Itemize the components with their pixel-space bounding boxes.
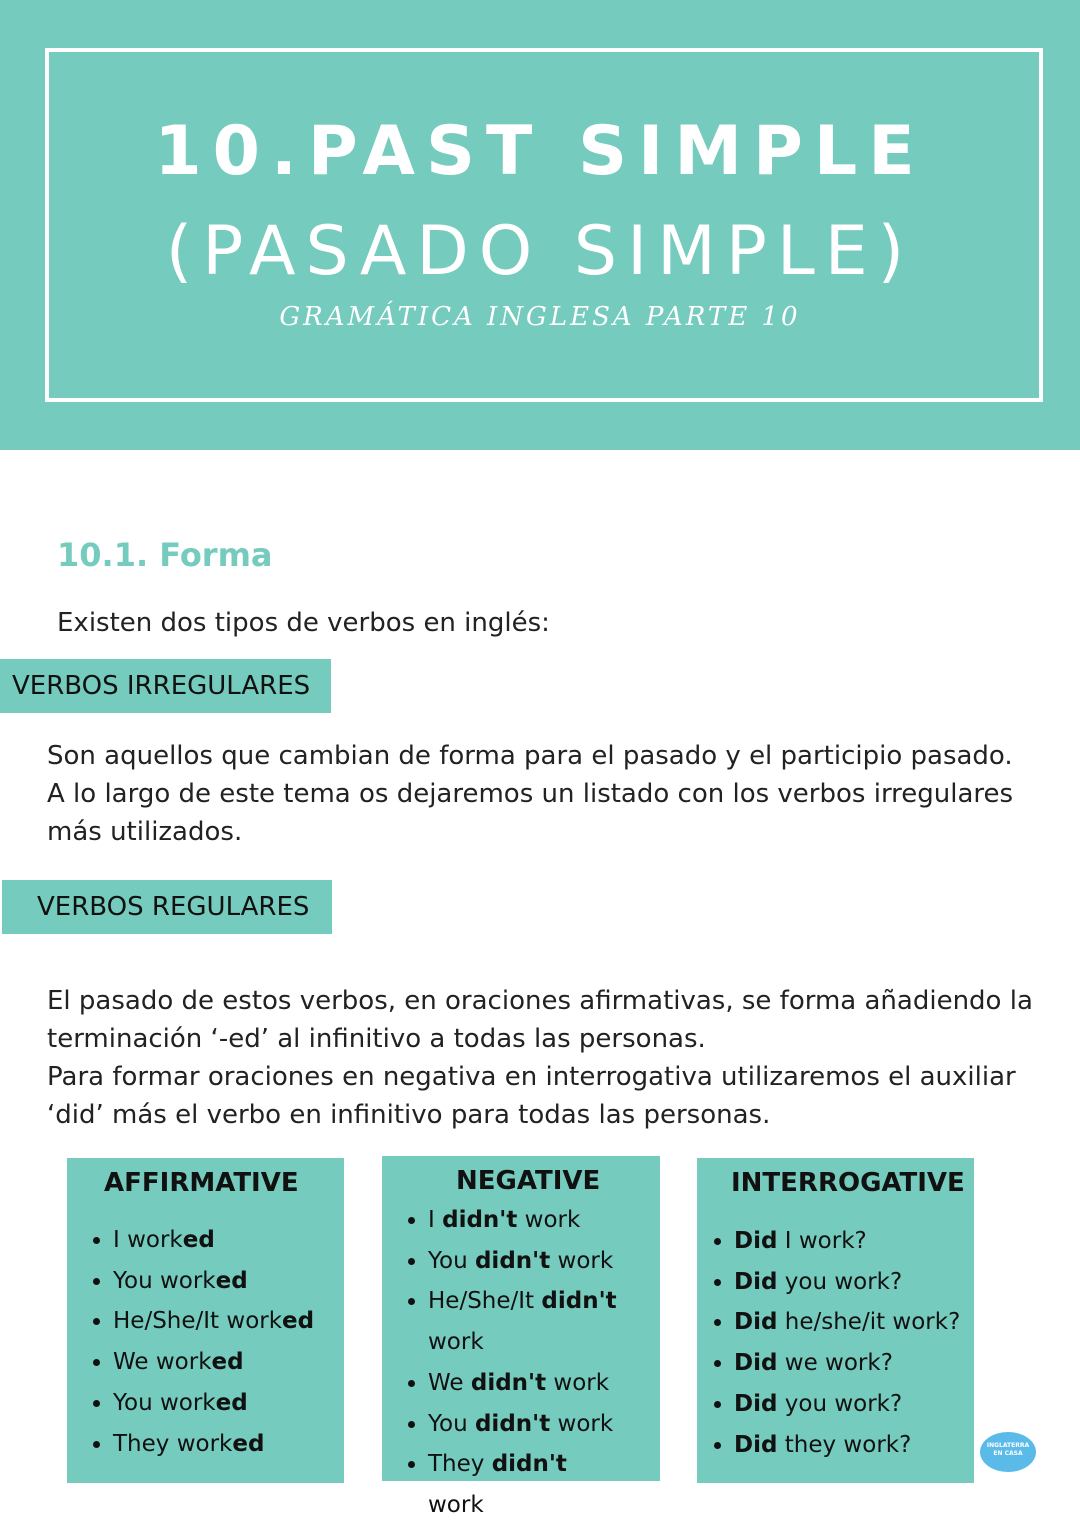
text-part: I bbox=[428, 1207, 443, 1233]
affirmative-title: AFFIRMATIVE bbox=[104, 1168, 299, 1198]
list-item bbox=[428, 1241, 628, 1282]
text-part: work bbox=[428, 1329, 484, 1356]
list-item bbox=[734, 1425, 960, 1466]
list-item bbox=[734, 1262, 960, 1303]
interrogative-box bbox=[697, 1158, 974, 1483]
affirmative-box bbox=[67, 1158, 344, 1483]
text-part: work bbox=[546, 1369, 610, 1396]
text-part: They work bbox=[113, 1430, 233, 1457]
list-item bbox=[428, 1363, 628, 1404]
bold-part: Did bbox=[734, 1309, 778, 1336]
bold-part: Did bbox=[734, 1268, 778, 1295]
text-part: work bbox=[550, 1247, 614, 1274]
text-part: work bbox=[428, 1491, 484, 1518]
list-item bbox=[113, 1220, 314, 1261]
bold-part: Did bbox=[734, 1228, 778, 1254]
list-item bbox=[734, 1384, 960, 1425]
bold-part: Did bbox=[734, 1350, 778, 1377]
bold-part: didn't bbox=[470, 1369, 547, 1396]
text-part: you work? bbox=[777, 1268, 903, 1295]
negative-list bbox=[382, 1200, 628, 1526]
bold-part: didn't bbox=[541, 1288, 617, 1315]
text-part: we work? bbox=[777, 1350, 893, 1377]
regular-text-1: El pasado de estos verbos, en oraciones afirmativas, se forma añadiendo la terminación ‘-ed’ al infinitivo a todas las personas. bbox=[47, 986, 1033, 1054]
bold-part: didn't bbox=[442, 1207, 518, 1233]
text-part: He/She/It bbox=[428, 1288, 542, 1315]
bold-part: didn't bbox=[474, 1247, 551, 1274]
bold-part: ed bbox=[215, 1267, 248, 1294]
text-part: I work? bbox=[777, 1228, 867, 1254]
list-item bbox=[113, 1342, 314, 1383]
intro-text: Existen dos tipos de verbos en inglés: bbox=[57, 608, 550, 638]
bold-part: Did bbox=[734, 1431, 778, 1458]
text-part: You work bbox=[113, 1267, 216, 1294]
negative-box bbox=[382, 1156, 660, 1518]
irregular-label: VERBOS IRREGULARES bbox=[0, 659, 331, 713]
interrogative-title: INTERROGATIVE bbox=[731, 1168, 965, 1198]
text-part: You bbox=[428, 1410, 475, 1437]
list-item bbox=[428, 1444, 628, 1525]
list-item bbox=[113, 1383, 314, 1424]
text-part: We work bbox=[113, 1349, 212, 1376]
bold-part: ed bbox=[211, 1349, 244, 1376]
text-part: They bbox=[428, 1451, 492, 1478]
bold-part: didn't bbox=[491, 1451, 567, 1478]
interrogative-list bbox=[697, 1221, 960, 1465]
list-item bbox=[428, 1404, 628, 1445]
regular-text-2: Para formar oraciones en negativa en interrogativa utilizaremos el auxiliar ‘did’ más el verbo en infinitivo para todas las personas. bbox=[47, 1062, 1016, 1130]
bold-part: ed bbox=[215, 1389, 248, 1416]
list-item bbox=[113, 1261, 314, 1302]
list-item bbox=[734, 1302, 960, 1343]
regular-label: VERBOS REGULARES bbox=[2, 880, 332, 934]
list-item bbox=[428, 1281, 628, 1362]
bold-part: ed bbox=[182, 1227, 215, 1253]
text-part: work bbox=[517, 1207, 581, 1233]
header-banner bbox=[0, 0, 1080, 450]
affirmative-list bbox=[67, 1220, 314, 1464]
text-part: He/She/It work bbox=[113, 1308, 283, 1335]
page-tagline: GRAMÁTICA INGLESA PARTE 10 bbox=[279, 302, 801, 332]
list-item bbox=[113, 1424, 314, 1465]
brand-logo: INGLATERRA EN CASA bbox=[980, 1432, 1036, 1472]
negative-title: NEGATIVE bbox=[456, 1166, 601, 1196]
list-item bbox=[734, 1221, 960, 1262]
list-item bbox=[113, 1301, 314, 1342]
text-part: he/she/it work? bbox=[777, 1309, 961, 1336]
text-part: I work bbox=[113, 1227, 183, 1253]
list-item bbox=[734, 1343, 960, 1384]
text-part: You work bbox=[113, 1389, 216, 1416]
page-title: 10.PAST SIMPLE bbox=[154, 112, 926, 191]
irregular-text: Son aquellos que cambian de forma para el pasado y el participio pasado. A lo largo de este tema os dejaremos un listado con los verbos irregulares más utilizados. bbox=[47, 741, 1014, 847]
bold-part: didn't bbox=[474, 1410, 551, 1437]
page-subtitle: (PASADO SIMPLE) bbox=[165, 212, 915, 291]
text-part: We bbox=[428, 1369, 471, 1396]
section-heading: 10.1. Forma bbox=[57, 536, 273, 574]
text-part: You bbox=[428, 1247, 475, 1274]
text-part: work bbox=[550, 1410, 614, 1437]
text-part: you work? bbox=[777, 1390, 903, 1417]
bold-part: Did bbox=[734, 1390, 778, 1417]
regular-text bbox=[47, 982, 1037, 1134]
list-item bbox=[428, 1200, 628, 1241]
bold-part: ed bbox=[232, 1430, 265, 1457]
text-part: they work? bbox=[777, 1431, 912, 1458]
bold-part: ed bbox=[282, 1308, 315, 1335]
